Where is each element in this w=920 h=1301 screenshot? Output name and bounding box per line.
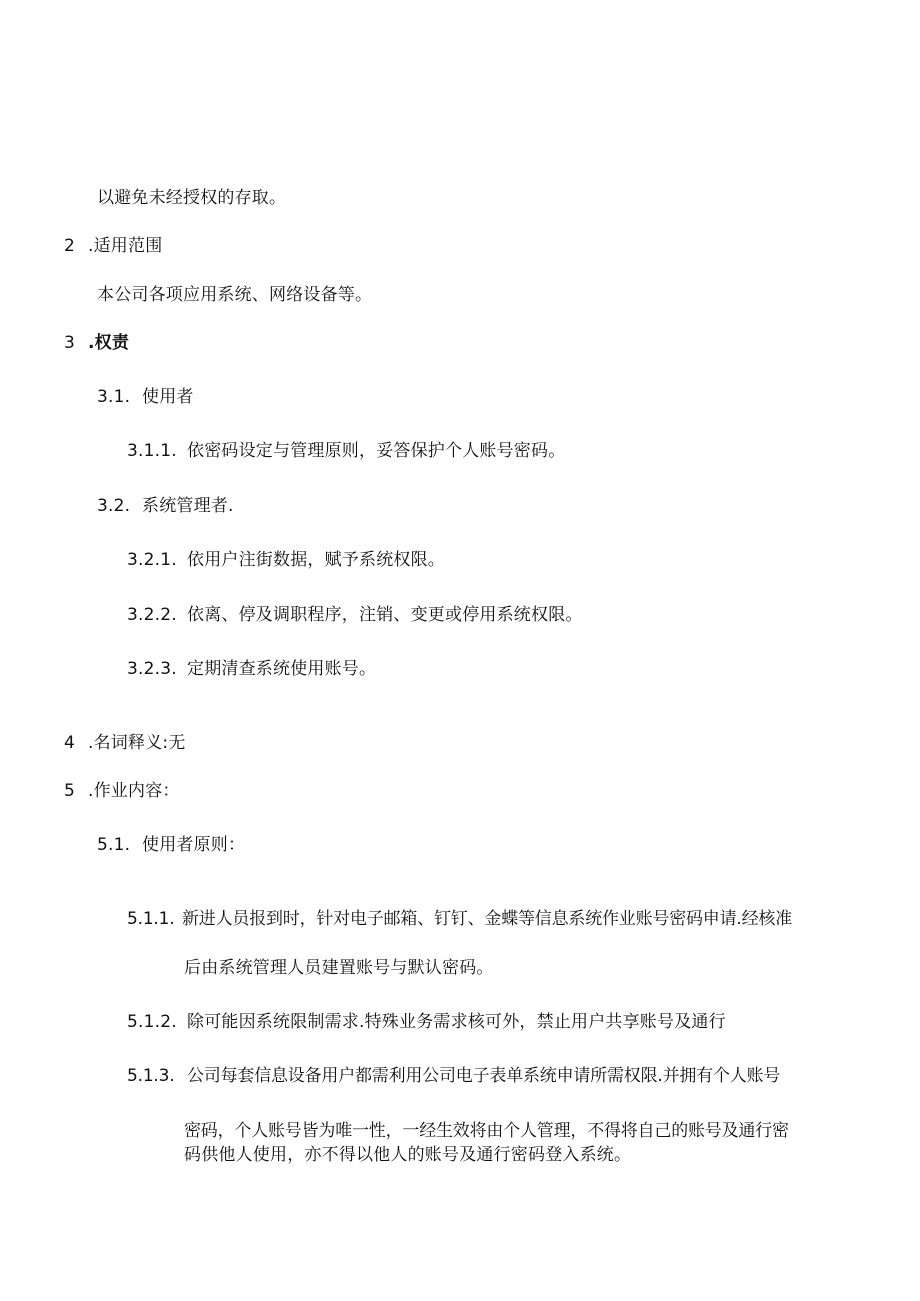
clause-3-1-1 xyxy=(127,440,565,462)
clause-number: 5.1.2. xyxy=(127,1012,177,1032)
clause-5-1-3 xyxy=(127,1065,780,1087)
clause-5-1-1 xyxy=(127,908,792,930)
section-2-heading xyxy=(64,235,162,257)
section-number: 3 xyxy=(64,333,76,353)
clause-text: 依密码设定与管理原则，妥答保护个人账号密码。 xyxy=(187,441,566,461)
clause-text: 定期清查系统使用账号。 xyxy=(187,659,377,679)
section-number: 5 xyxy=(64,781,76,801)
clause-number: 5.1.1. xyxy=(127,909,175,929)
clause-number: 3.2.3. xyxy=(127,659,177,679)
section-title: .权责 xyxy=(88,333,130,353)
clause-5-1-2 xyxy=(127,1011,726,1033)
clause-5-1-1-continuation: 后由系统管理人员建置账号与默认密码。 xyxy=(184,958,494,978)
clause-3-2-3 xyxy=(127,658,376,680)
section-title: .适用范围 xyxy=(88,236,163,256)
subsection-number: 3.1. xyxy=(97,387,131,407)
clause-3-2-1 xyxy=(127,549,445,571)
clause-number: 5.1.3. xyxy=(127,1066,175,1086)
subsection-5-1 xyxy=(97,834,245,856)
subsection-title: 系统管理者. xyxy=(142,496,234,516)
section-number: 4 xyxy=(64,733,76,753)
section-title: .作业内容： xyxy=(88,781,180,801)
intro-tail-text: 以避免未经授权的存取。 xyxy=(97,188,287,208)
clause-number: 3.1.1. xyxy=(127,441,177,461)
subsection-number: 5.1. xyxy=(97,835,131,855)
subsection-3-1 xyxy=(97,386,194,408)
clause-text: 公司每套信息设备用户都需利用公司电子表单系统申请所需权限.并拥有个人账号 xyxy=(187,1066,781,1086)
section-title: .名词释义:无 xyxy=(88,733,186,753)
clause-5-1-3-continuation-1: 密码，个人账号皆为唯一性，一经生效将由个人管理，不得将自己的账号及通行密 xyxy=(184,1121,789,1141)
subsection-title: 使用者 xyxy=(142,387,194,407)
clause-number: 3.2.1. xyxy=(127,550,177,570)
clause-text: 依用户注街数据，赋予系统权限。 xyxy=(187,550,445,570)
section-number: 2 xyxy=(64,236,76,256)
clause-number: 3.2.2. xyxy=(127,605,177,625)
clause-text: 依离、停及调职程序，注销、变更或停用系统权限。 xyxy=(187,605,583,625)
section-3-heading xyxy=(64,332,129,354)
subsection-number: 3.2. xyxy=(97,496,131,516)
clause-text: 除可能因系统限制需求.特殊业务需求核可外，禁止用户共享账号及通行 xyxy=(187,1012,726,1032)
subsection-title: 使用者原则： xyxy=(142,835,246,855)
section-4-heading xyxy=(64,732,186,754)
subsection-3-2 xyxy=(97,495,234,517)
clause-3-2-2 xyxy=(127,604,583,626)
section-5-heading xyxy=(64,780,180,802)
clause-text: 新进人员报到时，针对电子邮箱、钉钉、金蝶等信息系统作业账号密码申请.经核准 xyxy=(182,909,793,929)
section-2-body: 本公司各项应用系统、网络设备等。 xyxy=(97,285,373,305)
clause-5-1-3-continuation-2: 码供他人使用，亦不得以他人的账号及通行密码登入系统。 xyxy=(184,1145,632,1165)
